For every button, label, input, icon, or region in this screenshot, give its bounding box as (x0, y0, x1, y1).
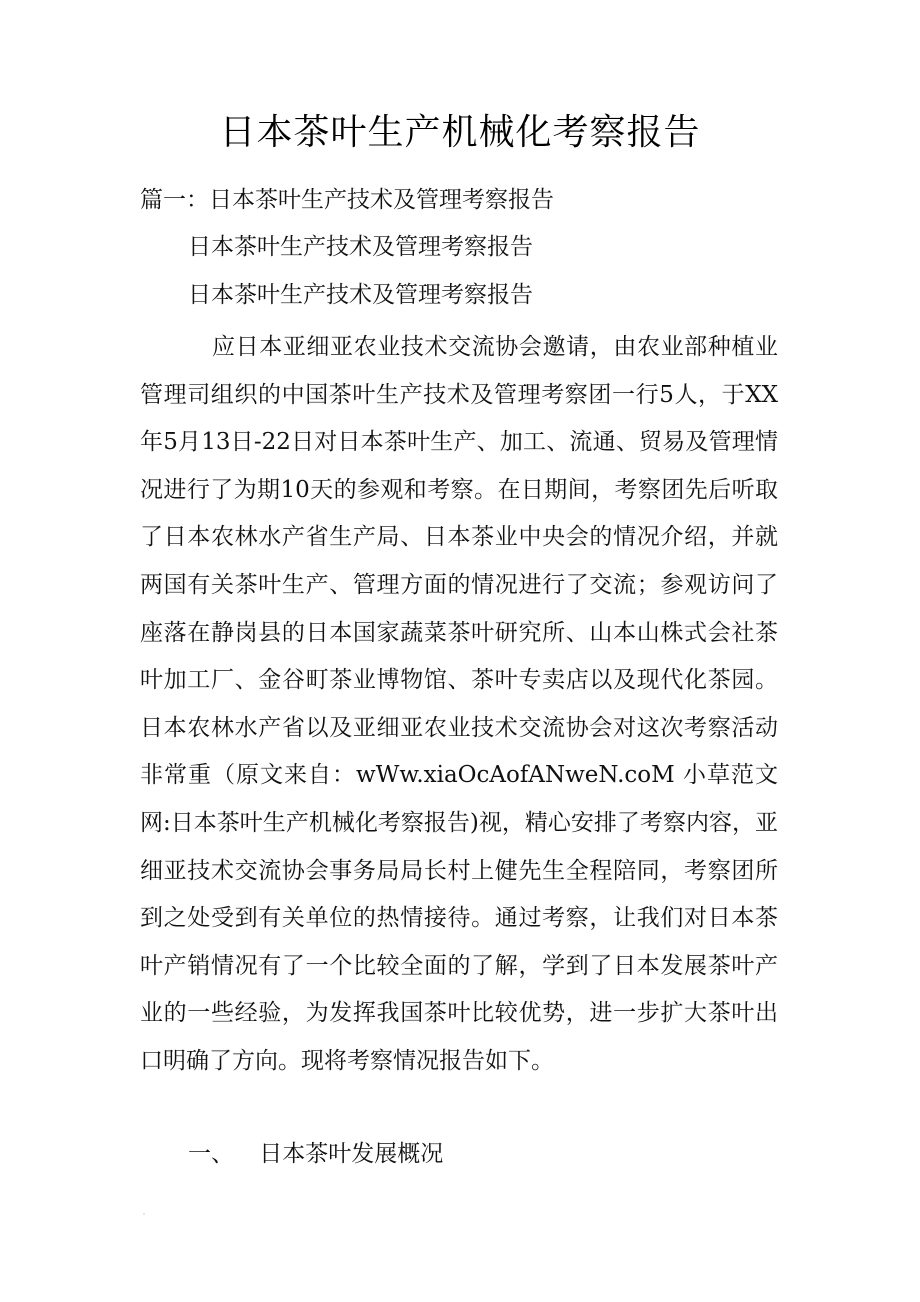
document-title: 日本茶叶生产机械化考察报告 (219, 112, 701, 153)
section-one-heading: 一、 日本茶叶发展概况 (188, 1141, 444, 1167)
page-speck (143, 1213, 145, 1215)
body-paragraph: 应日本亚细亚农业技术交流协会邀请，由农业部种植业管理司组织的中国茶叶生产技术及管理考察团一行5人，于XX年5月13日-22日对日本茶叶生产、加工、流通、贸易及管理情况进行了为期10天的参观和考察。在日期间，考察团先后听取了日本农林水产省生产局、日本茶业中央会的情况介绍，并就两国有关茶叶生产、管理方面的情况进行了交流；参观访问了座落在静岗县的日本国家蔬菜茶叶研究所、山本山株式会社茶叶加工厂、金谷町茶业博物馆、茶叶专卖店以及现代化茶园。日本农林水产省以及亚细亚农业技术交流协会对这次考察活动非常重（原文来自：wWw.xiaOcAofANweN.coM 小草范文网:日本茶叶生产机械化考察报告)视，精心安排了考察内容，亚细亚技术交流协会事务局局长村上健先生全程陪同，考察团所到之处受到有关单位的热情接待。通过考察，让我们对日本茶叶产销情况有了一个比较全面的了解，学到了日本发展茶叶产业的一些经验，为发挥我国茶叶比较优势，进一步扩大茶叶出口明确了方向。现将考察情况报告如下。 (140, 334, 778, 1074)
subtitle-line: 日本茶叶生产技术及管理考察报告 (188, 234, 533, 260)
subtitle-line: 日本茶叶生产技术及管理考察报告 (188, 282, 533, 308)
section-heading: 篇一：日本茶叶生产技术及管理考察报告 (140, 187, 554, 213)
